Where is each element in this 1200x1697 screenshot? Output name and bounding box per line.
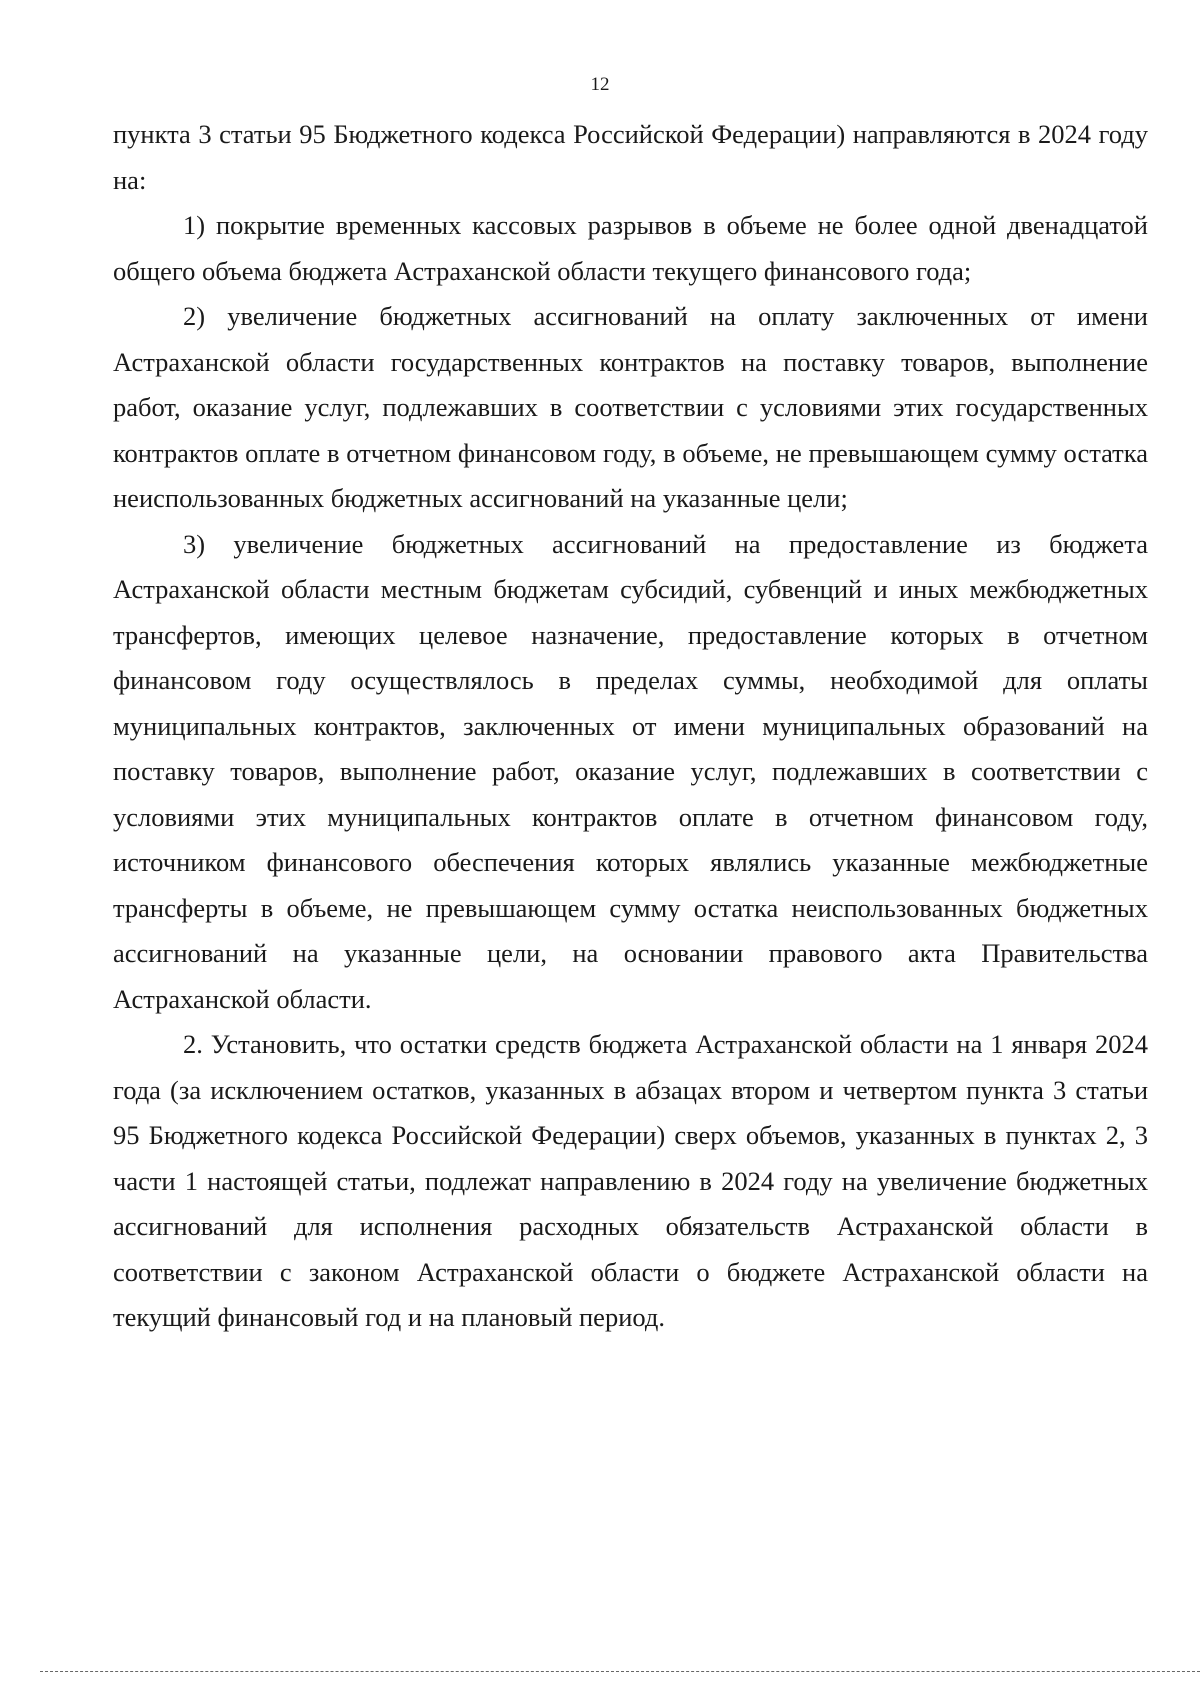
page-number: 12 bbox=[590, 74, 610, 95]
document-body bbox=[113, 112, 1148, 1341]
paragraph-item-2: 2) увеличение бюджетных ассигнований на оплату заключенных от имени Астраханской области государственных контрактов на поставку товаров, выполнение работ, оказание услуг, подлежавших в соответствии с условиями этих государственных контрактов оплате в отчетном финансовом году, в объеме, не превышающем сумму остатка неиспользованных бюджетных ассигнований на указанные цели; bbox=[113, 301, 1148, 513]
paragraph-item-3: 3) увеличение бюджетных ассигнований на предоставление из бюджета Астраханской области местным бюджетам субсидий, субвенций и иных межбюджетных трансфертов, имеющих целевое назначение, предоставление которых в отчетном финансовом году осуществлялось в пределах суммы, необходимой для оплаты муниципальных контрактов, заключенных от имени муниципальных образований на поставку товаров, выполнение работ, оказание услуг, подлежавших в соответствии с условиями этих муниципальных контрактов оплате в отчетном финансовом году, источником финансового обеспечения которых являлись указанные межбюджетные трансферты в объеме, не превышающем сумму остатка неиспользованных бюджетных ассигнований на указанные цели, на основании правового акта Правительства Астраханской области. bbox=[113, 528, 1148, 1014]
paragraph-item-1: 1) покрытие временных кассовых разрывов в объеме не более одной двенадцатой общего объема бюджета Астраханской области текущего финансового года; bbox=[113, 210, 1148, 286]
page-bottom-rule bbox=[40, 1671, 1200, 1672]
paragraph-part-2: 2. Установить, что остатки средств бюджета Астраханской области на 1 января 2024 года (за исключением остатков, указанных в абзацах втором и четвертом пункта 3 статьи 95 Бюджетного кодекса Российской Федерации) сверх объемов, указанных в пунктах 2, 3 части 1 настоящей статьи, подлежат направлению в 2024 году на увеличение бюджетных ассигнований для исполнения расходных обязательств Астраханской области в соответствии с законом Астраханской области о бюджете Астраханской области на текущий финансовый год и на плановый период. bbox=[113, 1029, 1148, 1332]
paragraph-continuation: пункта 3 статьи 95 Бюджетного кодекса Российской Федерации) направляются в 2024 году на: bbox=[113, 119, 1148, 195]
